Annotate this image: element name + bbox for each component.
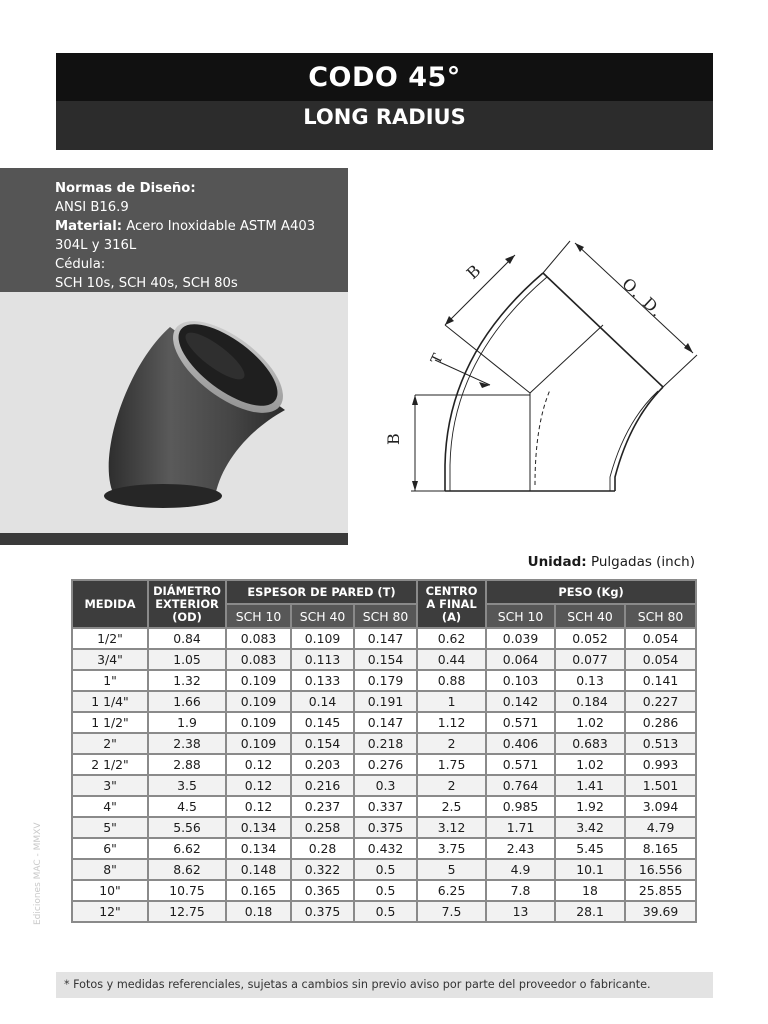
table-cell: 0.62 [417, 628, 486, 649]
table-cell: 0.764 [486, 775, 555, 796]
table-row [72, 670, 696, 691]
table-row [72, 775, 696, 796]
table-cell: 0.133 [291, 670, 354, 691]
table-cell: 25.855 [625, 880, 696, 901]
table-cell: 0.142 [486, 691, 555, 712]
table-row [72, 838, 696, 859]
table-cell: 0.147 [354, 628, 417, 649]
table-cell: 3/4" [72, 649, 148, 670]
table-cell: 0.147 [354, 712, 417, 733]
dimension-label-b-top: B [462, 261, 485, 283]
header-espesor-sch80: SCH 80 [354, 604, 417, 628]
header-medida: MEDIDA [72, 580, 148, 628]
table-cell: 0.14 [291, 691, 354, 712]
table-cell: 3.75 [417, 838, 486, 859]
table-row [72, 880, 696, 901]
table-cell: 10.75 [148, 880, 226, 901]
unit-label: Unidad: [527, 554, 587, 570]
table-cell: 4" [72, 796, 148, 817]
table-cell: 0.683 [555, 733, 625, 754]
table-row [72, 901, 696, 922]
table-cell: 0.109 [226, 733, 291, 754]
table-cell: 0.985 [486, 796, 555, 817]
table-cell: 6.25 [417, 880, 486, 901]
table-cell: 0.28 [291, 838, 354, 859]
table-cell: 8.165 [625, 838, 696, 859]
table-cell: 0.286 [625, 712, 696, 733]
table-cell: 0.227 [625, 691, 696, 712]
header-diametro-line3: (OD) [172, 609, 202, 624]
table-cell: 1.02 [555, 712, 625, 733]
header-espesor-sch40: SCH 40 [291, 604, 354, 628]
table-row [72, 628, 696, 649]
table-cell: 3.12 [417, 817, 486, 838]
design-norms-value: ANSI B16.9 [55, 200, 129, 215]
table-cell: 0.077 [555, 649, 625, 670]
table-cell: 10.1 [555, 859, 625, 880]
table-cell: 0.113 [291, 649, 354, 670]
table-cell: 0.148 [226, 859, 291, 880]
elbow-photo-image [0, 292, 348, 533]
page-title: CODO 45° [56, 53, 713, 101]
table-cell: 1 1/2" [72, 712, 148, 733]
table-cell: 1.05 [148, 649, 226, 670]
table-cell: 0.237 [291, 796, 354, 817]
table-cell: 16.556 [625, 859, 696, 880]
material-value: Acero Inoxidable ASTM A403 [122, 219, 316, 234]
table-cell: 7.5 [417, 901, 486, 922]
photo-divider [0, 533, 348, 545]
header-centro-line3: (A) [441, 609, 462, 624]
dimension-label-od: O. D. [618, 274, 668, 322]
table-cell: 0.13 [555, 670, 625, 691]
table-cell: 2 [417, 733, 486, 754]
table-cell: 3.42 [555, 817, 625, 838]
table-cell: 2.43 [486, 838, 555, 859]
table-cell: 2" [72, 733, 148, 754]
page-subtitle: LONG RADIUS [56, 101, 713, 150]
table-cell: 0.083 [226, 649, 291, 670]
table-cell: 3.094 [625, 796, 696, 817]
table-cell: 3.5 [148, 775, 226, 796]
product-photo [0, 292, 348, 533]
table-cell: 0.154 [291, 733, 354, 754]
table-cell: 0.337 [354, 796, 417, 817]
table-cell: 0.134 [226, 817, 291, 838]
table-cell: 2 [417, 775, 486, 796]
table-cell: 1.71 [486, 817, 555, 838]
table-cell: 18 [555, 880, 625, 901]
header-peso-sch80: SCH 80 [625, 604, 696, 628]
table-cell: 8" [72, 859, 148, 880]
header-espesor-sch10: SCH 10 [226, 604, 291, 628]
dimension-table [71, 579, 697, 923]
table-cell: 0.052 [555, 628, 625, 649]
table-cell: 1.02 [555, 754, 625, 775]
table-cell: 0.12 [226, 754, 291, 775]
table-cell: 0.432 [354, 838, 417, 859]
table-cell: 0.109 [226, 670, 291, 691]
table-row [72, 712, 696, 733]
unit-note [420, 554, 695, 570]
table-cell: 0.5 [354, 880, 417, 901]
header-diametro-line1: DIÁMETRO [153, 583, 221, 598]
table-cell: 1" [72, 670, 148, 691]
table-cell: 0.083 [226, 628, 291, 649]
table-cell: 0.165 [226, 880, 291, 901]
cedula-value: SCH 10s, SCH 40s, SCH 80s [55, 276, 238, 291]
table-cell: 8.62 [148, 859, 226, 880]
header-diametro [148, 580, 226, 628]
elbow-dimension-diagram [375, 225, 715, 515]
design-specs [0, 168, 348, 292]
table-cell: 12" [72, 901, 148, 922]
table-cell: 1 [417, 691, 486, 712]
table-cell: 2.38 [148, 733, 226, 754]
watermark: Ediciones MAC - MMXV [33, 822, 43, 925]
table-row [72, 691, 696, 712]
table-cell: 0.375 [354, 817, 417, 838]
table-cell: 0.134 [226, 838, 291, 859]
table-cell: 0.375 [291, 901, 354, 922]
table-cell: 5" [72, 817, 148, 838]
table-cell: 2.88 [148, 754, 226, 775]
table-cell: 0.276 [354, 754, 417, 775]
table-cell: 0.365 [291, 880, 354, 901]
table-body [72, 628, 696, 922]
cedula-label: Cédula: [55, 257, 106, 272]
table-cell: 0.054 [625, 649, 696, 670]
table-cell: 28.1 [555, 901, 625, 922]
footer-disclaimer: * Fotos y medidas referenciales, sujetas a cambios sin previo aviso por parte del proveedor o fabricante. [56, 972, 713, 998]
table-cell: 0.993 [625, 754, 696, 775]
header-espesor: ESPESOR DE PARED (T) [226, 580, 417, 604]
table-cell: 5.45 [555, 838, 625, 859]
material-label: Material: [55, 219, 122, 234]
table-cell: 4.5 [148, 796, 226, 817]
table-cell: 1.501 [625, 775, 696, 796]
table-row [72, 649, 696, 670]
header-peso-sch40: SCH 40 [555, 604, 625, 628]
table-cell: 0.154 [354, 649, 417, 670]
table-cell: 0.218 [354, 733, 417, 754]
table-cell: 0.141 [625, 670, 696, 691]
table-cell: 0.88 [417, 670, 486, 691]
table-cell: 0.203 [291, 754, 354, 775]
table-row [72, 859, 696, 880]
table-cell: 1.92 [555, 796, 625, 817]
table-cell: 0.12 [226, 775, 291, 796]
table-cell: 0.109 [226, 691, 291, 712]
dimension-label-t: T [428, 351, 447, 367]
table-cell: 0.064 [486, 649, 555, 670]
table-cell: 4.9 [486, 859, 555, 880]
table-cell: 0.103 [486, 670, 555, 691]
table-cell: 5.56 [148, 817, 226, 838]
table-row [72, 817, 696, 838]
material-grades: 304L y 316L [55, 238, 137, 253]
table-cell: 1 1/4" [72, 691, 148, 712]
table-cell: 12.75 [148, 901, 226, 922]
table-cell: 0.039 [486, 628, 555, 649]
table-cell: 0.44 [417, 649, 486, 670]
table-cell: 0.191 [354, 691, 417, 712]
table-cell: 0.145 [291, 712, 354, 733]
table-cell: 0.3 [354, 775, 417, 796]
header-centro [417, 580, 486, 628]
table-cell: 1.41 [555, 775, 625, 796]
header-diametro-line2: EXTERIOR [155, 596, 219, 611]
dimension-label-b-left: B [384, 433, 403, 445]
table-cell: 0.513 [625, 733, 696, 754]
table-cell: 0.5 [354, 901, 417, 922]
table-cell: 4.79 [625, 817, 696, 838]
table-cell: 0.571 [486, 712, 555, 733]
table-cell: 0.406 [486, 733, 555, 754]
table-cell: 0.18 [226, 901, 291, 922]
table-cell: 3" [72, 775, 148, 796]
table-cell: 0.184 [555, 691, 625, 712]
table-cell: 1.32 [148, 670, 226, 691]
table-cell: 39.69 [625, 901, 696, 922]
table-cell: 0.216 [291, 775, 354, 796]
table-cell: 2.5 [417, 796, 486, 817]
table-cell: 0.109 [291, 628, 354, 649]
table-cell: 5 [417, 859, 486, 880]
table-cell: 0.109 [226, 712, 291, 733]
table-cell: 6.62 [148, 838, 226, 859]
table-cell: 13 [486, 901, 555, 922]
table-cell: 0.12 [226, 796, 291, 817]
table-row [72, 733, 696, 754]
table-cell: 0.054 [625, 628, 696, 649]
table-cell: 1.12 [417, 712, 486, 733]
table-row [72, 796, 696, 817]
unit-value: Pulgadas (inch) [586, 554, 695, 570]
header-centro-line1: CENTRO [425, 583, 478, 598]
table-row [72, 754, 696, 775]
header-peso-sch10: SCH 10 [486, 604, 555, 628]
table-cell: 0.5 [354, 859, 417, 880]
table-cell: 0.322 [291, 859, 354, 880]
table-cell: 1.9 [148, 712, 226, 733]
header-peso: PESO (Kg) [486, 580, 696, 604]
table-cell: 10" [72, 880, 148, 901]
table-cell: 0.179 [354, 670, 417, 691]
table-cell: 1/2" [72, 628, 148, 649]
table-cell: 6" [72, 838, 148, 859]
table-cell: 1.75 [417, 754, 486, 775]
table-cell: 7.8 [486, 880, 555, 901]
table-cell: 1.66 [148, 691, 226, 712]
table-cell: 0.258 [291, 817, 354, 838]
header-centro-line2: A FINAL [426, 596, 477, 611]
design-norms-label: Normas de Diseño: [55, 181, 196, 196]
table-cell: 0.84 [148, 628, 226, 649]
table-cell: 0.571 [486, 754, 555, 775]
table-cell: 2 1/2" [72, 754, 148, 775]
